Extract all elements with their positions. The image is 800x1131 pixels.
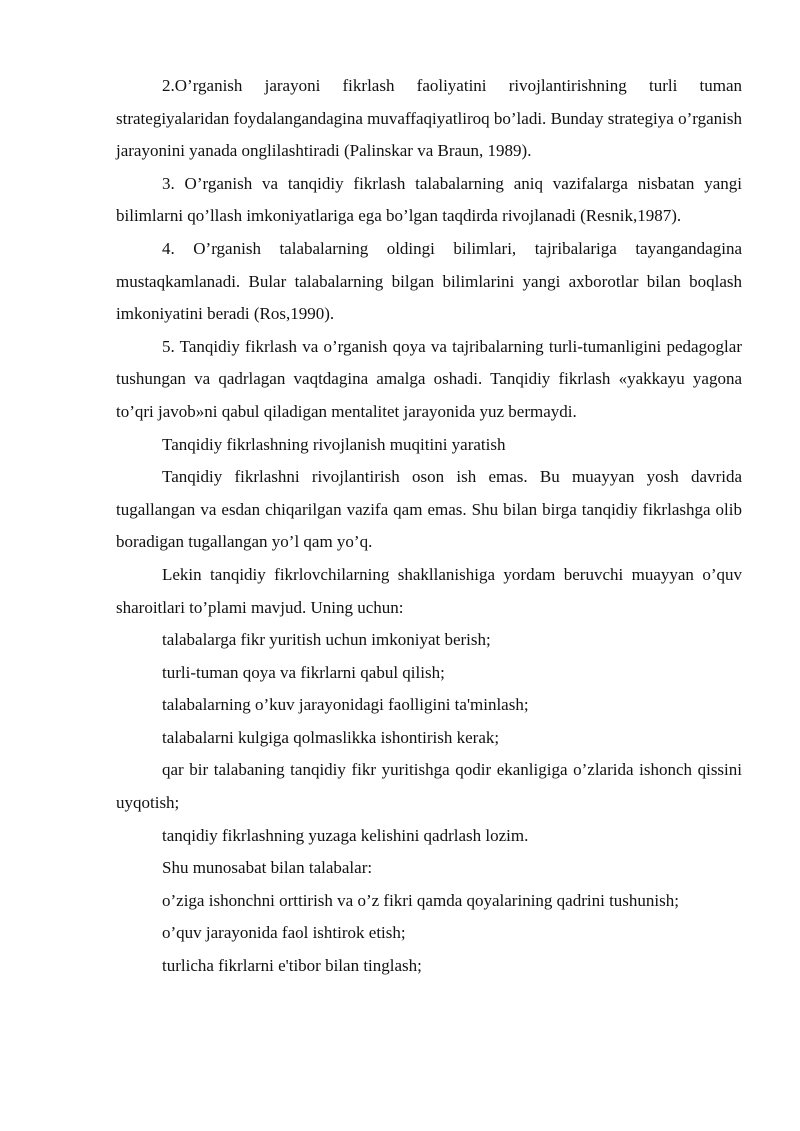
list-item: o’quv jarayonida faol ishtirok etish; <box>162 923 406 943</box>
list-item: turli-tuman qoya va fikrlarni qabul qilish; <box>162 662 445 682</box>
list-item: qar bir talabaning tanqidiy fikr yuritishga qodir ekanligiga o’zlarida ishonch qissini uyqotish; <box>116 760 742 813</box>
paragraph-strategy: 2.O’rganish jarayoni fikrlash faoliyatini rivojlantirishning turli tuman strategiyalaridan foydalangandagina muvaffaqiyatliroq bo’ladi. Bunday strategiya o’rganish jarayonini yanada onglilashtiradi (Palinskar va Braun, 1989). <box>116 76 742 161</box>
paragraph-conditions: Lekin tanqidiy fikrlovchilarning shakllanishiga yordam beruvchi muayyan o’quv sharoitlari to’plami mavjud. Uning uchun: <box>116 564 742 617</box>
paragraph-not-easy: Tanqidiy fikrlashni rivojlantirish oson ish emas. Bu muayyan yosh davrida tugallangan va esdan chiqarilgan vazifa qam emas. Shu bilan birga tanqidiy fikrlashga olib boradigan tugallangan yo’l qam yo’q. <box>116 467 742 552</box>
section-heading: Tanqidiy fikrlashning rivojlanish muqitini yaratish <box>162 434 506 454</box>
list-item: talabalarning o’kuv jarayonidagi faolligini ta'minlash; <box>162 695 529 715</box>
list-item: tanqidiy fikrlashning yuzaga kelishini qadrlash lozim. <box>162 825 529 845</box>
paragraph-students-intro: Shu munosabat bilan talabalar: <box>162 858 373 878</box>
list-item: turlicha fikrlarni e'tibor bilan tinglash; <box>162 956 422 976</box>
list-item: talabalarga fikr yuritish uchun imkoniyat berish; <box>162 630 491 650</box>
paragraph-diversity: 5. Tanqidiy fikrlash va o’rganish qoya va tajribalarning turli-tumanligini pedagoglar tushungan va qadrlagan vaqtdagina amalga oshadi. Tanqidiy fikrlash «yakkayu yagona to’qri javob»ni qabul qiladigan mentalitet jarayonida yuz bermaydi. <box>116 336 742 421</box>
list-item: o’ziga ishonchni orttirish va o’z fikri qamda qoyalarining qadrini tushunish; <box>162 890 679 910</box>
list-item: talabalarni kulgiga qolmaslikka ishontirish kerak; <box>162 727 500 747</box>
paragraph-new-knowledge: 3. O’rganish va tanqidiy fikrlash talabalarning aniq vazifalarga nisbatan yangi bilimlarni qo’llash imkoniyatlariga ega bo’lgan taqdirda rivojlanadi (Resnik,1987). <box>116 173 742 226</box>
paragraph-prior-knowledge: 4. O’rganish talabalarning oldingi bilimlari, tajribalariga tayangandagina mustaqkamlanadi. Bular talabalarning bilgan bilimlarini yangi axborotlar bilan boqlash imkoniyatini beradi (Ros,1990). <box>116 238 742 324</box>
document-page <box>116 70 742 983</box>
